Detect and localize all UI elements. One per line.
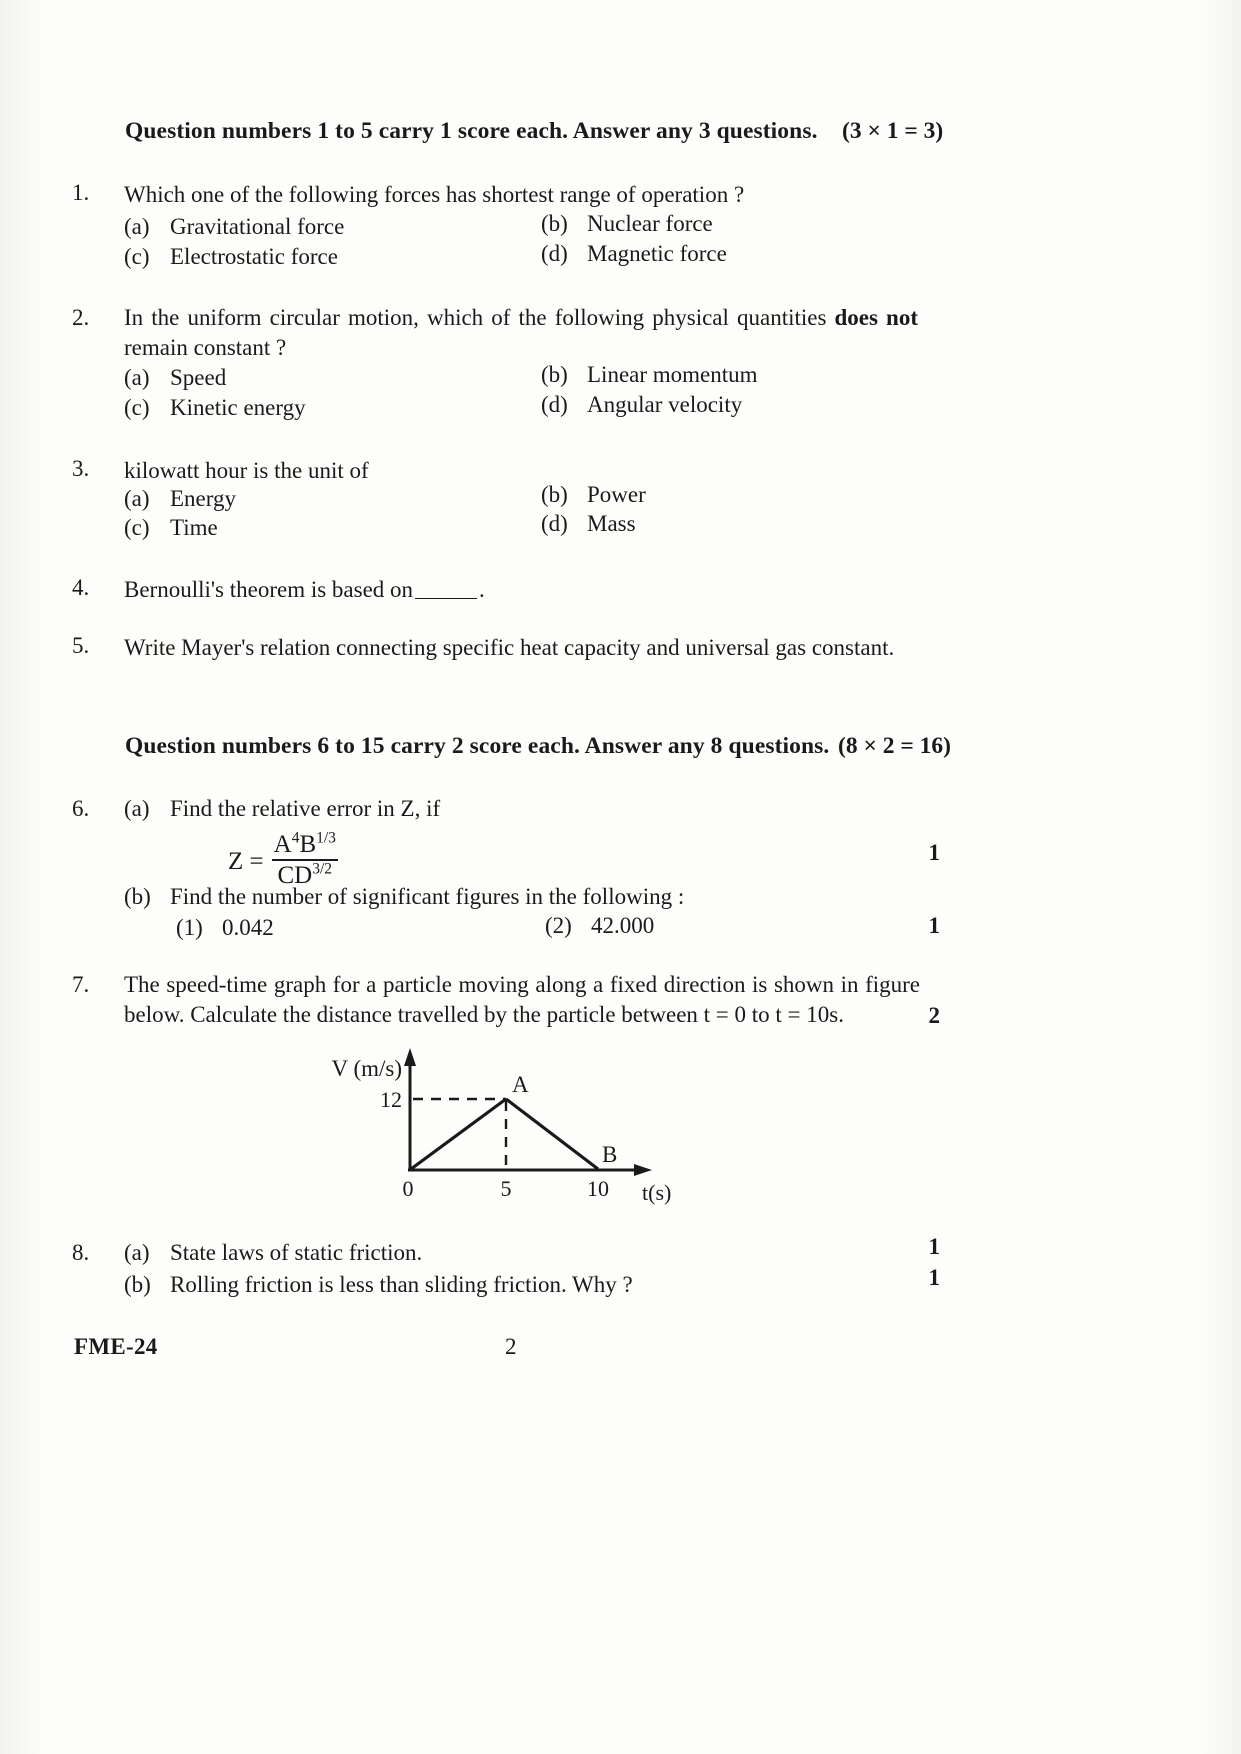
part-text: State laws of static friction. — [170, 1240, 423, 1265]
question-2-option-b[interactable] — [541, 362, 758, 388]
option-label: Nuclear force — [587, 211, 713, 236]
question-4-text-after: . — [479, 577, 485, 602]
question-6a-marks: 1 — [928, 840, 940, 865]
question-1-number: 1. — [72, 180, 90, 205]
footer-paper-code: FME-24 — [74, 1334, 158, 1359]
question-3-option-d[interactable] — [541, 511, 636, 537]
question-2-text — [124, 303, 918, 364]
option-label: Energy — [170, 486, 237, 511]
x-axis-arrowhead — [634, 1164, 652, 1176]
question-1-option-a[interactable] — [124, 214, 344, 240]
x-axis-tick-10: 10 — [587, 1176, 609, 1201]
speed-time-graph-figure — [320, 1042, 700, 1217]
y-axis-label: V (m/s) — [331, 1056, 402, 1081]
graph-segment-rising — [411, 1099, 506, 1169]
option-label: Mass — [587, 511, 636, 536]
section-1-heading: Question numbers 1 to 5 carry 1 score each. Answer any 3 questions. — [125, 118, 818, 144]
option-key: (b) — [541, 482, 568, 507]
question-5-text: Write Mayer's relation connecting specific heat capacity and universal gas constant. — [124, 635, 895, 660]
x-axis-tick-5: 5 — [500, 1176, 512, 1201]
fill-in-blank — [415, 598, 477, 599]
x-axis-label: t(s) — [642, 1180, 672, 1205]
item-value: 42.000 — [591, 913, 655, 938]
part-key: (a) — [124, 1240, 150, 1265]
option-key: (a) — [124, 214, 150, 239]
option-key: (b) — [541, 211, 568, 236]
option-label: Angular velocity — [587, 392, 743, 417]
question-6-part-a — [124, 796, 440, 822]
question-2-option-c[interactable] — [124, 395, 306, 421]
question-1-text: Which one of the following forces has shortest range of operation ? — [124, 182, 745, 207]
question-2-text-part2: remain constant ? — [124, 335, 287, 361]
option-label: Linear momentum — [587, 362, 758, 387]
question-3-number: 3. — [72, 456, 90, 481]
numerator-exponent-2: 1/3 — [316, 829, 336, 847]
option-key: (d) — [541, 392, 568, 417]
part-key: (b) — [124, 1272, 151, 1297]
question-4-number: 4. — [72, 575, 90, 600]
question-6b-item-2 — [545, 913, 654, 939]
option-label: Power — [587, 482, 646, 507]
scan-edge-left — [0, 0, 46, 1754]
question-6-number: 6. — [72, 796, 90, 821]
option-label: Electrostatic force — [170, 244, 338, 269]
question-8-part-b — [124, 1272, 633, 1298]
item-key: (1) — [176, 915, 203, 940]
section-1-marks-note: (3 × 1 = 3) — [842, 118, 944, 144]
question-2-option-d[interactable] — [541, 392, 742, 418]
question-6-part-b — [124, 884, 684, 910]
x-axis-tick-0: 0 — [402, 1176, 414, 1201]
question-7-marks: 2 — [928, 1003, 940, 1028]
numerator-base-2: B — [299, 831, 317, 858]
question-2-number: 2. — [72, 305, 90, 330]
part-text: Find the relative error in Z, if — [170, 796, 441, 821]
option-key: (c) — [124, 244, 150, 269]
part-key: (b) — [124, 884, 151, 909]
option-key: (c) — [124, 515, 150, 540]
question-6b-item-1 — [176, 915, 274, 941]
option-key: (d) — [541, 511, 568, 536]
question-2-option-a[interactable] — [124, 365, 226, 391]
formula-fraction — [268, 829, 342, 891]
graph-segment-falling — [506, 1099, 598, 1169]
denominator-base: CD — [277, 862, 313, 890]
formula-numerator — [268, 829, 342, 859]
question-1-option-b[interactable] — [541, 211, 713, 237]
question-8b-marks: 1 — [928, 1265, 940, 1290]
relative-error-formula — [228, 829, 342, 891]
question-7-number: 7. — [72, 972, 90, 997]
option-key: (b) — [541, 362, 568, 387]
y-axis-tick-12: 12 — [380, 1087, 402, 1112]
option-key: (d) — [541, 241, 568, 266]
question-3-option-a[interactable] — [124, 486, 236, 512]
question-5-number: 5. — [72, 633, 90, 658]
denominator-exponent: 3/2 — [312, 860, 333, 878]
option-label: Kinetic energy — [170, 395, 306, 420]
option-label: Speed — [170, 365, 227, 390]
point-b-label: B — [602, 1142, 618, 1167]
question-8-part-a — [124, 1240, 422, 1266]
numerator-base-1: A — [273, 831, 292, 858]
question-3-option-c[interactable] — [124, 515, 218, 541]
question-4-text — [124, 575, 824, 605]
item-value: 0.042 — [222, 915, 274, 940]
question-8-number: 8. — [72, 1240, 90, 1265]
part-text: Rolling friction is less than sliding friction. Why ? — [170, 1272, 633, 1297]
question-3-option-b[interactable] — [541, 482, 646, 508]
question-7-text: The speed-time graph for a particle moving along a fixed direction is shown in figure below. Calculate the distance travelled by the particle between t = 0 to t = 10s. — [124, 972, 920, 1028]
question-4-text-before: Bernoulli's theorem is based on — [124, 577, 414, 602]
option-label: Magnetic force — [587, 241, 727, 266]
question-1-option-d[interactable] — [541, 241, 727, 267]
option-label: Time — [170, 515, 218, 540]
point-a-label: A — [512, 1072, 529, 1097]
question-8a-marks: 1 — [928, 1234, 940, 1259]
question-6b-marks: 1 — [928, 913, 940, 938]
section-2-heading: Question numbers 6 to 15 carry 2 score each. Answer any 8 questions. — [125, 733, 830, 759]
question-2-text-part1: In the uniform circular motion, which of the following physical quantities — [124, 305, 835, 330]
option-key: (c) — [124, 395, 150, 420]
formula-lhs: Z = — [228, 847, 264, 875]
question-1-option-c[interactable] — [124, 244, 338, 270]
y-axis-arrowhead — [404, 1048, 416, 1066]
item-key: (2) — [545, 913, 572, 938]
footer-page-number: 2 — [505, 1334, 517, 1359]
option-key: (a) — [124, 486, 150, 511]
part-text: Find the number of significant figures in the following : — [170, 884, 685, 909]
option-label: Gravitational force — [170, 214, 345, 239]
question-3-text: kilowatt hour is the unit of — [124, 458, 369, 483]
scan-edge-right — [1201, 0, 1241, 1754]
speed-time-graph-svg — [320, 1042, 700, 1212]
section-2-marks-note: (8 × 2 = 16) — [838, 733, 951, 759]
question-2-emphasis: does not — [834, 305, 918, 330]
option-key: (a) — [124, 365, 150, 390]
numerator-exponent-1: 4 — [291, 829, 300, 847]
part-key: (a) — [124, 796, 150, 821]
